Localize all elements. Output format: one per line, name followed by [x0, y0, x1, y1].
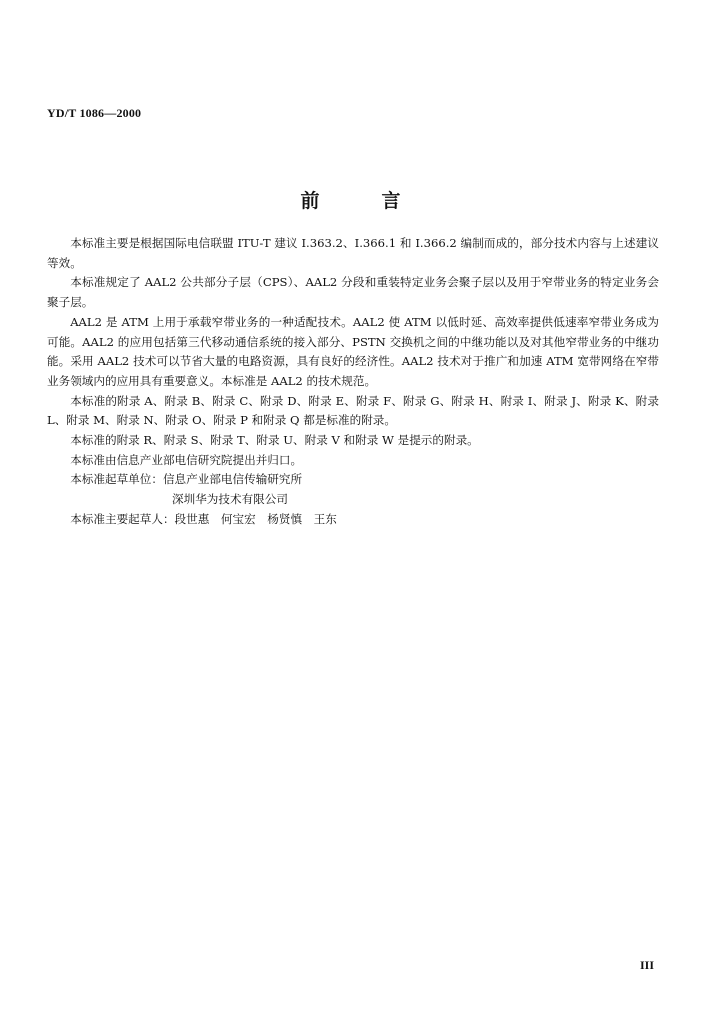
foreword-body [47, 234, 659, 530]
page-number: III [640, 958, 655, 972]
paragraph-normative-annexes: 本标准的附录 A、附录 B、附录 C、附录 D、附录 E、附录 F、附录 G、附录 H、附录 I、附录 J、附录 K、附录 L、附录 M、附录 N、附录 O、附录 P 和附录 Q 都是标准的附录。 [47, 393, 659, 428]
paragraph-drafting-units: 本标准起草单位：信息产业部电信传输研究所 [70, 472, 303, 487]
paragraph-informative-annexes: 本标准的附录 R、附录 S、附录 T、附录 U、附录 V 和附录 W 是提示的附录。 [70, 433, 479, 448]
paragraph-aal2-description: AAL2 是 ATM 上用于承载窄带业务的一种适配技术。AAL2 使 ATM 以低时延、高效率提供低速率窄带业务成为可能。AAL2 的应用包括第三代移动通信系统的接入部分、PSTN 交换机之间的中继功能以及对其他窄带业务的中继功能。采用 AAL2 技术可以节省大量的电路资源，具有良好的经济性。AAL2 技术对于推广和加速 ATM 宽带网络在窄带业务领域内的应用具有重要意义。本标准是 AAL2 的技术规范。 [47, 314, 659, 388]
paragraph-drafting-unit-2: 深圳华为技术有限公司 [172, 492, 288, 507]
document-id: YD/T 1086—2000 [47, 106, 142, 120]
paragraph-drafters: 本标准主要起草人：段世惠 何宝宏 杨贤慎 王东 [70, 511, 337, 526]
page-title: 前言 [300, 190, 463, 212]
paragraph-scope: 本标准规定了 AAL2 公共部分子层（CPS）、AAL2 分段和重装特定业务会聚子层以及用于窄带业务的特定业务会聚子层。 [47, 275, 659, 310]
paragraph-proposer: 本标准由信息产业部电信研究院提出并归口。 [70, 452, 303, 467]
paragraph-basis: 本标准主要是根据国际电信联盟 ITU-T 建议 I.363.2、I.366.1 和 I.366.2 编制而成的，部分技术内容与上述建议等效。 [47, 236, 659, 270]
